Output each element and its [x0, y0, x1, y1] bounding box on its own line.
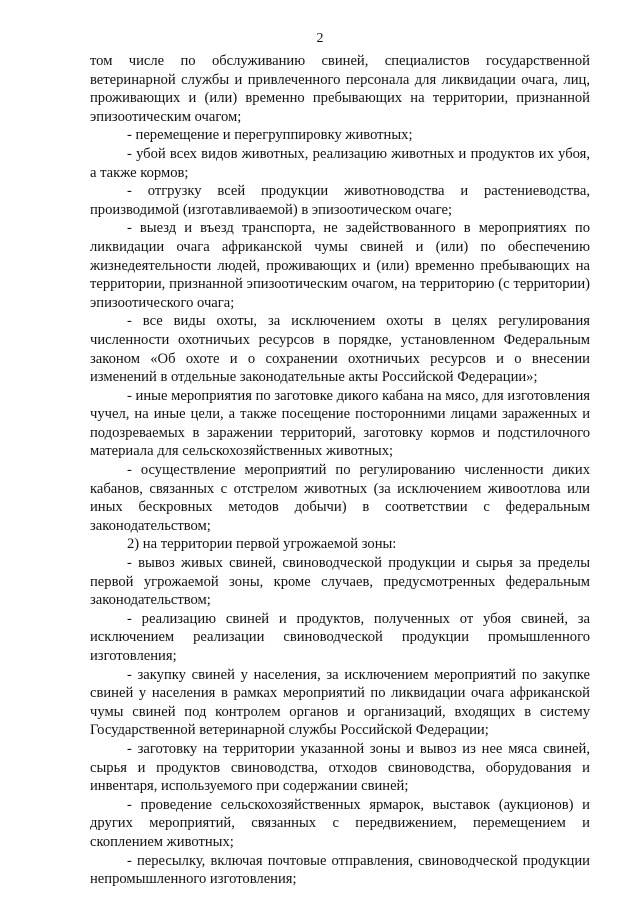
list-item: - выезд и въезд транспорта, не задействованного в мероприятиях по ликвидации очага африканской чумы свиней и (или) по обеспечению жизнедеятельности людей, проживающих и (или) временно пребывающих на территории, признанной эпизоотическим очагом, на территорию (с территории) эпизоотического очага; — [90, 220, 590, 311]
list-item: - закупку свиней у населения, за исключением мероприятий по закупке свиней у населения в рамках мероприятий по ликвидации очага африканской чумы свиней под контролем органов и организаций, входящих в систему Государственной ветеринарной службы Российской Федерации; — [90, 666, 590, 739]
list-item: - реализацию свиней и продуктов, полученных от убоя свиней, за исключением реализации свиноводческой продукции промышленного изготовления; — [90, 610, 590, 664]
list-item: - заготовку на территории указанной зоны и вывоз из нее мяса свиней, сырья и продуктов свиноводства, отходов свиноводства, оборудования и инвентаря, используемого при содержании свиней; — [90, 740, 590, 795]
list-item: - убой всех видов животных, реализацию животных и продуктов их убоя, а также кормов; — [90, 145, 590, 181]
list-item: - отгрузку всей продукции животноводства и растениеводства, производимой (изготавливаемой) в эпизоотическом очаге; — [90, 183, 590, 218]
list-item: - вывоз живых свиней, свиноводческой продукции и сырья за пределы первой угрожаемой зоны, кроме случаев, предусмотренных федеральным законодательством; — [90, 555, 590, 609]
section-heading: 2) на территории первой угрожаемой зоны: — [127, 536, 397, 553]
list-item: - пересылку, включая почтовые отправления, свиноводческой продукции непромышленного изготовления; — [90, 852, 590, 888]
document-body — [90, 52, 590, 889]
list-item: - осуществление мероприятий по регулированию численности диких кабанов, связанных с отстрелом животных (за исключением живоотлова или иных бескровных методов добычи) в соответствии с федеральным законодательством; — [90, 462, 590, 534]
paragraph-continuation: том числе по обслуживанию свиней, специалистов государственной ветеринарной службы и привлеченного персонала для ликвидации очага, лиц, проживающих и (или) временно пребывающих на территории, признанной эпизоотическим очагом; — [90, 53, 590, 125]
list-item: - все виды охоты, за исключением охоты в целях регулирования численности охотничьих ресурсов в порядке, установленном Федеральным законом «Об охоте и о сохранении охотничьих ресурсов и о внесении изменений в отдельные законодательные акты Российской Федерации»; — [90, 313, 590, 386]
page-number: 2 — [316, 31, 324, 46]
list-item: - иные мероприятия по заготовке дикого кабана на мясо, для изготовления чучел, на иные цели, а также посещение посторонними лицами зараженных и подозреваемых в заражении территорий, заготовку кормов и подстилочного материала для сельскохозяйственных животных; — [90, 387, 590, 460]
list-item: - проведение сельскохозяйственных ярмарок, выставок (аукционов) и других мероприятий, связанных с передвижением, перемещением и скоплением животных; — [90, 796, 590, 850]
list-item: - перемещение и перегруппировку животных; — [127, 127, 413, 144]
